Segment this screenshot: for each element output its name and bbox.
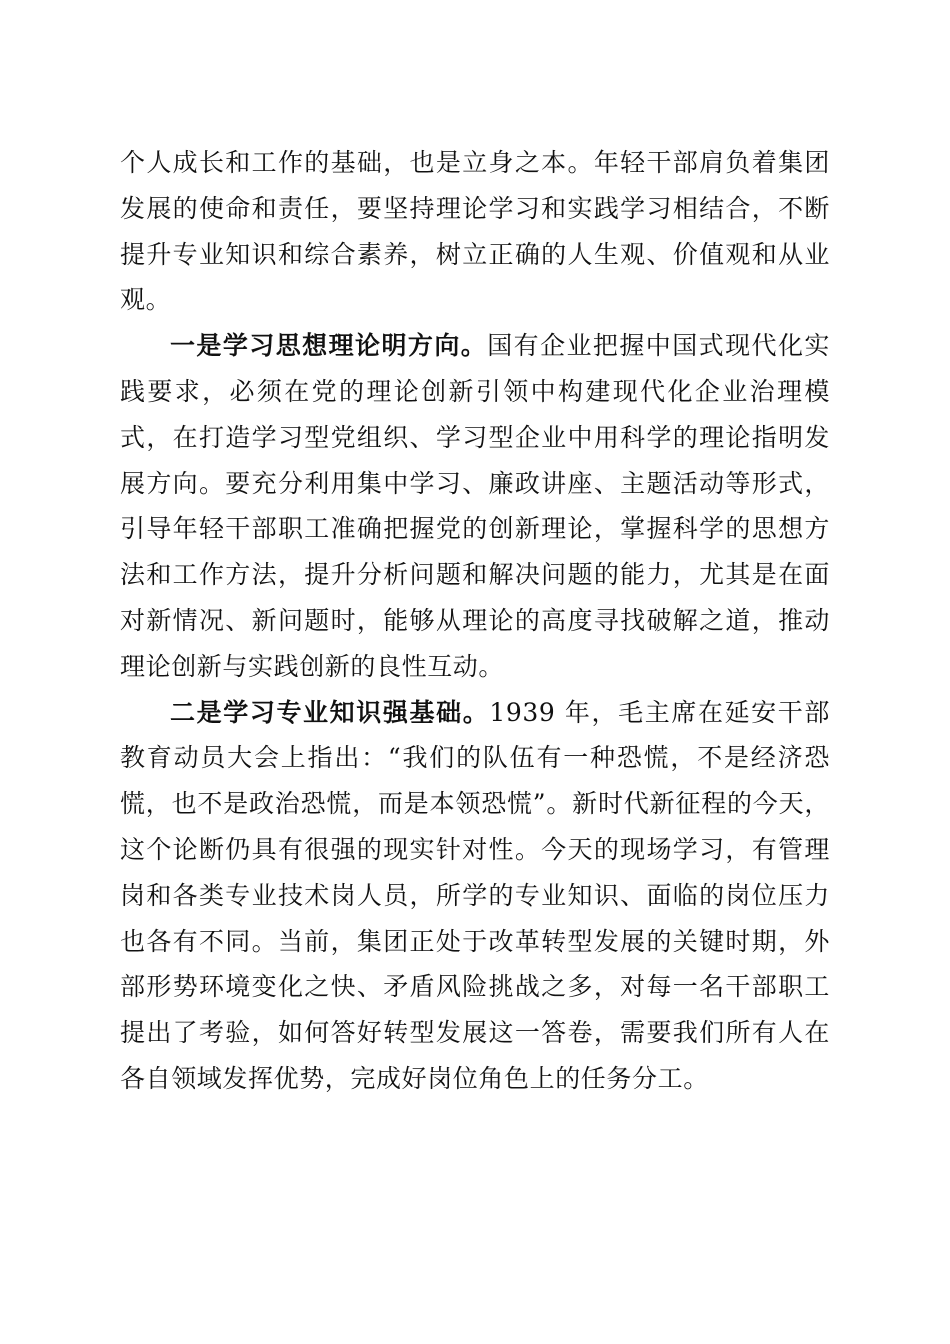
paragraph-heading: 一是学习思想理论明方向。 [170, 331, 488, 361]
document-body [120, 140, 830, 1102]
paragraph-text: 国有企业把握中国式现代化实践要求，必须在党的理论创新引领中构建现代化企业治理模式，在打造学习型党组织、学习型企业中用科学的理论指明发展方向。要充分利用集中学习、廉政讲座、主题活动等形式，引导年轻干部职工准确把握党的创新理论，掌握科学的思想方法和工作方法，提升分析问题和解决问题的能力，尤其是在面对新情况、新问题时，能够从理论的高度寻找破解之道，推动理论创新与实践创新的良性互动。 [120, 331, 830, 681]
paragraph-text: 1939 年，毛主席在延安干部教育动员大会上指出：“我们的队伍有一种恐慌，不是经济恐慌，也不是政治恐慌，而是本领恐慌”。新时代新征程的今天，这个论断仍具有很强的现实针对性。今天的现场学习，有管理岗和各类专业技术岗人员，所学的专业知识、面临的岗位压力也各有不同。当前，集团正处于改革转型发展的关键时期，外部形势环境变化之快、矛盾风险挑战之多，对每一名干部职工提出了考验，如何答好转型发展这一答卷，需要我们所有人在各自领域发挥优势，完成好岗位角色上的任务分工。 [120, 697, 830, 1093]
paragraph-theory-learning [120, 323, 830, 689]
paragraph-text: 个人成长和工作的基础，也是立身之本。年轻干部肩负着集团发展的使命和责任，要坚持理论学习和实践学习相结合，不断提升专业知识和综合素养，树立正确的人生观、价值观和从业观。 [120, 148, 830, 315]
paragraph-heading: 二是学习专业知识强基础。 [170, 697, 490, 727]
paragraph-professional-knowledge [120, 690, 830, 1102]
paragraph-continuation [120, 140, 830, 323]
